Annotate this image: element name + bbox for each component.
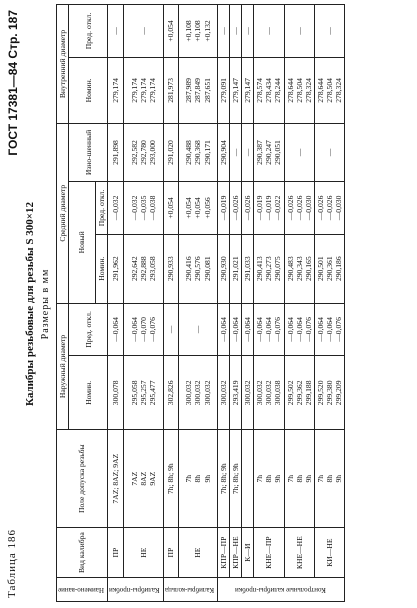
cell-m-nom: 290,416 290,576 290,081 <box>179 234 218 303</box>
cell-i-pred: +0,108 +0,108 +0,132 <box>179 5 218 58</box>
cell-m-izn: 291,020 <box>163 123 178 181</box>
cell-i-pred: — <box>108 5 124 58</box>
cell-o-nom: 300,032 300,032 300,038 <box>254 356 284 430</box>
cell-m-nom: 291,962 <box>108 234 124 303</box>
cell-o-pred: —0,064 <box>242 303 254 356</box>
cell-m-pred: —0,019 <box>217 182 229 235</box>
cell-i-nom: 278,644 278,504 278,324 <box>284 57 314 123</box>
table-row <box>230 5 242 602</box>
col-name-header: Наимено-вание <box>57 578 108 602</box>
cell-i-nom: 281,973 <box>163 57 178 123</box>
col-vid-header: Вид калибра <box>57 528 108 578</box>
cell-m-nom: 290,501 290,361 290,186 <box>314 234 344 303</box>
cell-i-nom: 278,574 278,434 278,244 <box>254 57 284 123</box>
cell-vid: К—И <box>242 528 254 578</box>
col-pole-header: Поле допуска резьбы <box>57 430 108 528</box>
cell-m-nom: 292,642 292,888 293,058 <box>123 234 163 303</box>
col-mid-header: Средний диаметр <box>57 123 69 303</box>
cell-vid: КПР—ПР <box>217 528 229 578</box>
cell-o-nom: 293,419 <box>230 356 242 430</box>
cell-o-pred: —0,064 <box>230 303 242 356</box>
cell-i-pred: +0,054 <box>163 5 178 58</box>
cell-pole: 7h 8h 9h <box>179 430 218 528</box>
cell-i-nom: 279,091 <box>217 57 229 123</box>
cell-vid: КНЕ—ПР <box>254 528 284 578</box>
cell-pole: 7h; 8h; 9h <box>217 430 229 528</box>
cell-vid: ПР <box>163 528 178 578</box>
cell-i-nom: 279,147 <box>230 57 242 123</box>
cell-o-nom: 299,502 299,362 299,188 <box>284 356 314 430</box>
cell-m-nom: 290,483 290,343 290,165 <box>284 234 314 303</box>
cell-pole: 7AZ; 8AZ; 9AZ <box>108 430 124 528</box>
cell-m-izn: 291,898 <box>108 123 124 181</box>
cell-i-pred: — <box>230 5 242 58</box>
cell-pole: 7AZ 8AZ 9AZ <box>123 430 163 528</box>
group-label: Калибры-пробки <box>108 578 164 602</box>
col-inner-header: Внутренний диаметр <box>57 5 69 124</box>
cell-m-izn: — <box>314 123 344 181</box>
cell-o-nom: 299,520 299,380 299,209 <box>314 356 344 430</box>
table-row <box>284 5 314 602</box>
cell-m-pred: —0,019 —0,019 —0,022 <box>254 182 284 235</box>
cell-vid: КИ—НЕ <box>314 528 344 578</box>
cell-m-pred: —0,032 <box>108 182 124 235</box>
inner-pred-header: Пред. откл. <box>69 5 108 58</box>
col-outer-header: Наружный диаметр <box>57 303 69 430</box>
cell-m-nom: 291,021 <box>230 234 242 303</box>
table-number: Таблица 186 <box>6 528 18 598</box>
cell-i-pred: — <box>242 5 254 58</box>
group-label: Калибры-кольца <box>163 578 217 602</box>
cell-m-pred: —0,026 <box>242 182 254 235</box>
table-row <box>242 5 254 602</box>
table-row <box>314 5 344 602</box>
cell-i-pred: — <box>314 5 344 58</box>
cell-i-nom: 287,989 287,849 287,651 <box>179 57 218 123</box>
cell-m-pred: —0,026 <box>230 182 242 235</box>
cell-pole: 7h 8h 9h <box>284 430 314 528</box>
cell-m-pred: +0,054 <box>163 182 178 235</box>
table-row <box>108 5 124 602</box>
cell-m-nom: 291,033 <box>242 234 254 303</box>
cell-o-pred: —0,064 —0,064 —0,076 <box>254 303 284 356</box>
group-label: Контрольные калибры-пробки <box>217 578 344 602</box>
inner-nom-header: Номин. <box>69 57 108 123</box>
table-row <box>123 5 163 602</box>
cell-pole: 7h 8h 9h <box>314 430 344 528</box>
cell-o-nom: 295,058 295,257 295,477 <box>123 356 163 430</box>
cell-vid: КНЕ—НЕ <box>284 528 314 578</box>
cell-vid: НЕ <box>123 528 163 578</box>
cell-m-pred: +0,054 +0,054 +0,056 <box>179 182 218 235</box>
cell-m-izn: 290,387 290,247 290,051 <box>254 123 284 181</box>
mid-nom-header: Номин. <box>95 234 107 303</box>
cell-vid: ПР <box>108 528 124 578</box>
units-note: Размеры в мм <box>40 268 51 340</box>
cell-m-nom: 290,413 290,273 290,075 <box>254 234 284 303</box>
outer-nom-header: Номин. <box>69 356 108 430</box>
cell-o-pred: —0,064 <box>108 303 124 356</box>
cell-pole: 7h; 8h; 9h <box>163 430 178 528</box>
cell-m-pred: —0,026 —0,026 —0,030 <box>314 182 344 235</box>
cell-i-nom: 278,644 278,504 278,324 <box>314 57 344 123</box>
cell-m-pred: —0,032 —0,035 —0,038 <box>123 182 163 235</box>
cell-i-nom: 279,174 <box>108 57 124 123</box>
cell-m-izn: 290,488 290,368 290,171 <box>179 123 218 181</box>
cell-i-nom: 279,147 <box>242 57 254 123</box>
cell-m-nom: 290,930 <box>217 234 229 303</box>
mid-new-header: Новый <box>69 182 96 304</box>
cell-o-nom: 300,032 <box>217 356 229 430</box>
cell-o-pred: — <box>179 303 218 356</box>
cell-o-nom: 300,078 <box>108 356 124 430</box>
mid-izn-header: Изно-шенный <box>69 123 108 181</box>
cell-i-pred: — <box>123 5 163 58</box>
cell-i-nom: 279,174 279,174 279,174 <box>123 57 163 123</box>
page-header-gost: ГОСТ 17381—84 Стр. 187 <box>6 10 20 156</box>
table-row <box>179 5 218 602</box>
cell-pole: 7h 8h 9h <box>254 430 284 528</box>
outer-pred-header: Пред. откл. <box>69 303 108 356</box>
cell-o-pred: — <box>163 303 178 356</box>
table-caption: Калибры резьбовые для резьбы S 300×12 <box>24 201 36 407</box>
cell-i-pred: — <box>254 5 284 58</box>
cell-i-pred: — <box>217 5 229 58</box>
table-row <box>254 5 284 602</box>
cell-o-pred: —0,064 —0,064 —0,076 <box>284 303 314 356</box>
cell-m-nom: 290,933 <box>163 234 178 303</box>
cell-pole <box>242 430 254 528</box>
table-row <box>217 5 229 602</box>
cell-m-izn: — <box>242 123 254 181</box>
table-row <box>163 5 178 602</box>
cell-o-nom: 302,826 <box>163 356 178 430</box>
cell-vid: КПР—НЕ <box>230 528 242 578</box>
cell-i-pred: — <box>284 5 314 58</box>
cell-o-pred: —0,064 —0,070 —0,076 <box>123 303 163 356</box>
cell-o-nom: 300,032 <box>242 356 254 430</box>
cell-m-izn: 292,582 292,780 293,000 <box>123 123 163 181</box>
cell-pole: 7h; 8h; 9h <box>230 430 242 528</box>
mid-pred-header: Пред. откл. <box>95 182 107 235</box>
cell-o-pred: —0,064 —0,064 —0,076 <box>314 303 344 356</box>
gauge-table <box>56 4 345 602</box>
cell-o-pred: —0,064 <box>217 303 229 356</box>
cell-m-izn: 290,904 <box>217 123 229 181</box>
cell-m-pred: —0,026 —0,026 —0,030 <box>284 182 314 235</box>
cell-m-izn: — <box>230 123 242 181</box>
cell-o-nom: 300,032 300,032 300,032 <box>179 356 218 430</box>
cell-m-izn: — <box>284 123 314 181</box>
cell-vid: НЕ <box>179 528 218 578</box>
table-body <box>108 5 345 602</box>
